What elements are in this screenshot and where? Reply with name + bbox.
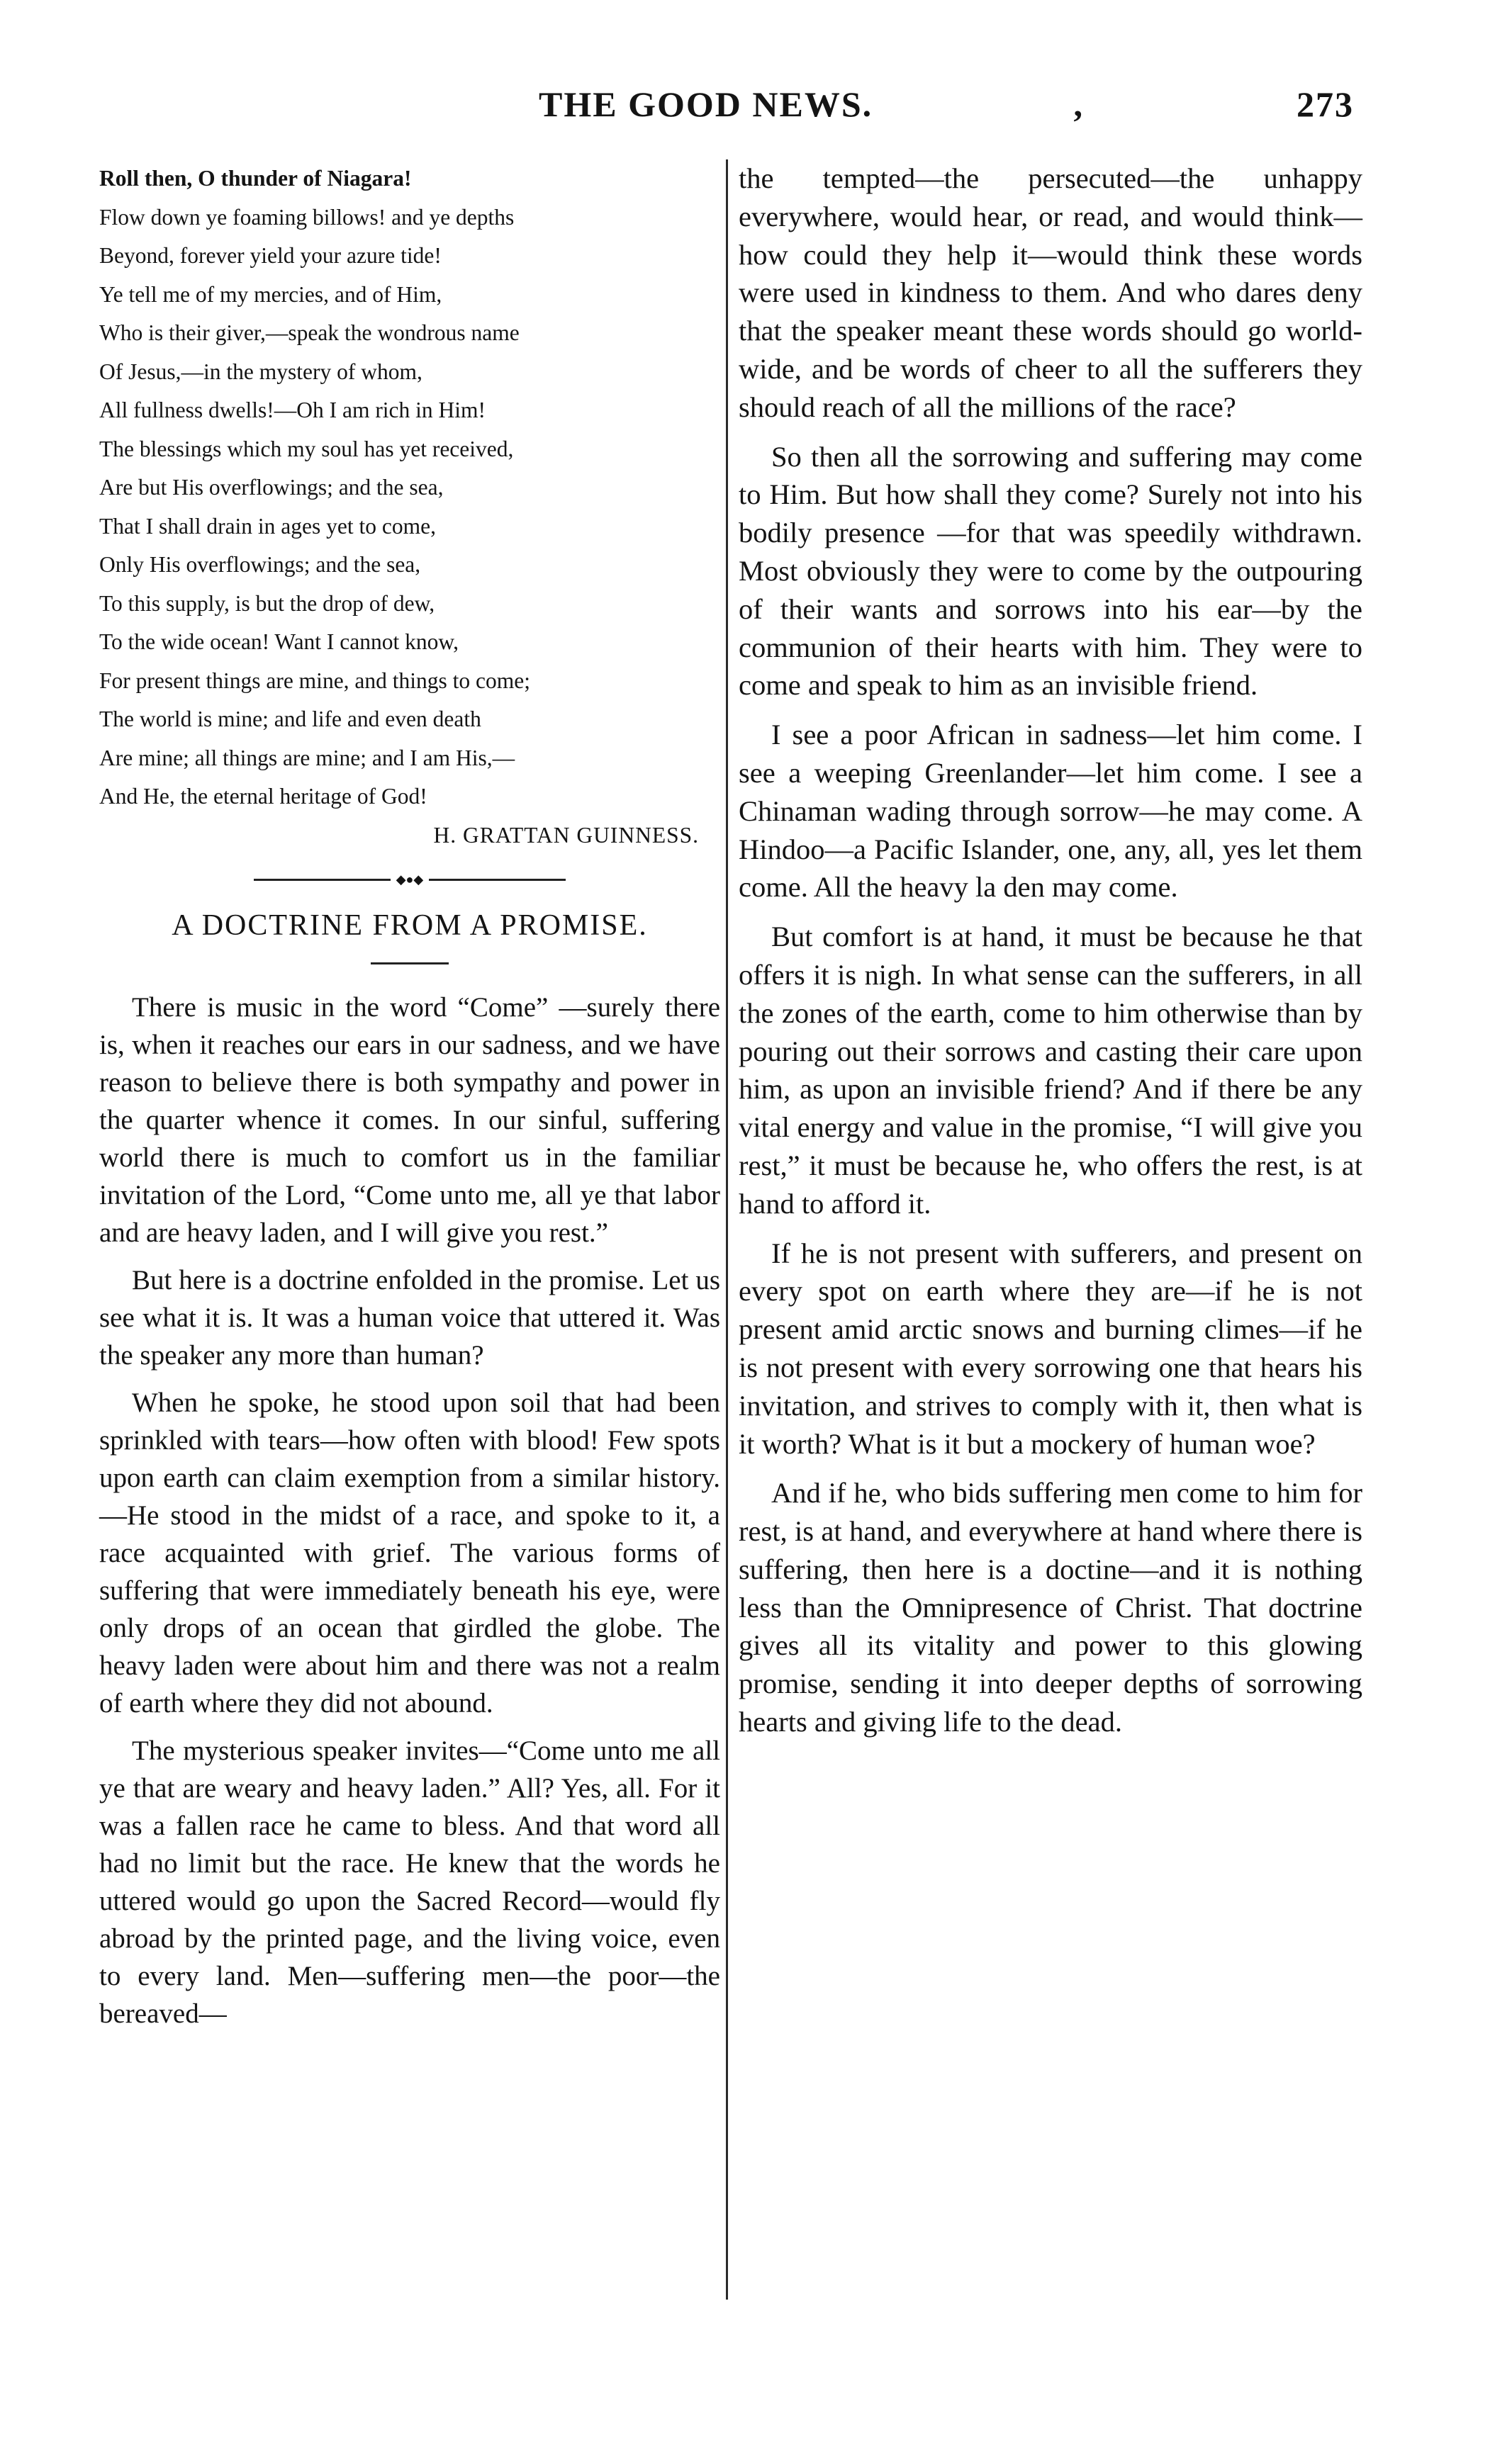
article-title: A DOCTRINE FROM A PROMISE.: [172, 909, 648, 942]
running-head: [539, 84, 1354, 140]
poem-line: Roll then, O thunder of Niagara!: [99, 166, 412, 191]
poem-line: To this supply, is but the drop of dew,: [99, 590, 435, 616]
title-rule: [371, 962, 449, 964]
poem-line: Of Jesus,—in the mystery of whom,: [99, 359, 422, 384]
poem-line: That I shall drain in ages yet to come,: [99, 513, 436, 539]
poem-line: And He, the eternal heritage of God!: [99, 784, 427, 809]
article-paragraph: If he is not present with sufferers, and present on every spot on earth where they are—if he is not present amid arctic snows and burning climes—if he is not present with every sorrowing one that hears his invitation, and strives to comply with it, then what is it worth? What is it but a mockery of human woe?: [739, 1237, 1362, 1460]
article-paragraph: I see a poor African in sadness—let him come. I see a weeping Greenlander—let him come. I see a Chinaman wading through sorrow—he may come. A Hindoo—a Pacific Islander, one, any, all, yes let them come. All the heavy la den may come.: [739, 719, 1362, 904]
poem-line: The world is mine; and life and even death: [99, 707, 481, 731]
page-number: [1074, 84, 1355, 125]
poem-line: For present things are mine, and things to come;: [99, 668, 531, 693]
poem-line: Who is their giver,—speak the wondrous name: [99, 320, 520, 345]
article-paragraph: When he spoke, he stood upon soil that had been sprinkled with tears—how often with blood! Few spots upon earth can claim exemption from a similar history.—He stood in the midst of a race, and spoke to it, a race acquainted with grief. The various forms of suffering that were immediately beneath his eye, were only drops of an ocean that girdled the globe. The heavy laden were about him and there was not a realm of earth where they did not abound.: [99, 1388, 720, 1718]
page-number-value: 273: [1297, 84, 1354, 124]
divider-ornament-icon: ◆●◆: [391, 873, 429, 886]
poem: [99, 159, 720, 855]
poem-line: The blessings which my soul has yet received,: [99, 436, 514, 461]
article-paragraph: So then all the sorrowing and suffering may come to Him. But how shall they come? Surely not into his bodily presence —for that was speedily withdrawn. Most obviously they were to come by the outpouring of their wants and sorrows into his ear—by the communion of their hearts with him. They were to come and speak to him as an invisible friend.: [739, 440, 1362, 702]
header-separator: ,: [1073, 84, 1084, 124]
section-divider: [254, 872, 566, 887]
column-rule: [726, 159, 728, 2300]
poem-line: Ye tell me of my mercies, and of Him,: [99, 281, 442, 307]
article-paragraph: There is music in the word “Come” —surely there is, when it reaches our ears in our sadness, and we have reason to believe there is both sympathy and power in the quarter whence it comes. In our sinful, suffering world there is much to comfort us in the familiar invitation of the Lord, “Come unto me, all ye that labor and are heavy laden, and I will give you rest.”: [99, 992, 720, 1248]
article-body-right: [739, 159, 1362, 1741]
article-paragraph: But here is a doctrine enfolded in the promise. Let us see what it is. It was a human voice that uttered it. Was the speaker any more than human?: [99, 1265, 720, 1371]
masthead-title: THE GOOD NEWS.: [539, 84, 873, 124]
poem-line: To the wide ocean! Want I cannot know,: [99, 629, 459, 654]
left-column: [99, 159, 720, 2042]
poem-line: Flow down ye foaming billows! and ye depths: [99, 204, 515, 230]
article-paragraph: the tempted—the persecuted—the unhappy everywhere, would hear, or read, and would think—how could they help it—would think these words were used in kindness to them. And who dares deny that the speaker meant these words should go world-wide, and be words of cheer to all the sufferers they should reach of all the millions of the race?: [739, 162, 1362, 423]
poem-line: Are mine; all things are mine; and I am His,—: [99, 745, 515, 770]
article-paragraph: The mysterious speaker invites—“Come unto me all ye that are weary and heavy laden.” All? Yes, all. For it was a fallen race he came to bless. And that word all had no limit but the race. He knew that the words he uttered would go upon the Sacred Record—would fly abroad by the printed page, and the living voice, even to every land. Men—suffering men—the poor—the bereaved—: [99, 1736, 720, 2029]
poem-signature: H. GRATTAN GUINNESS.: [433, 822, 699, 848]
poem-line: All fullness dwells!—Oh I am rich in Him!: [99, 398, 486, 422]
article-paragraph: But comfort is at hand, it must be because he that offers it is nigh. In what sense can the sufferers, in all the zones of the earth, come to him otherwise than by pouring out their sorrows and casting their care upon him, as upon an invisible friend? And if there be any vital energy and value in the promise, “I will give you rest,” it must be because he, who offers the rest, is at hand to afford it.: [739, 921, 1362, 1220]
poem-line: Are but His overflowings; and the sea,: [99, 475, 444, 500]
article-body-left: [99, 989, 720, 2032]
poem-line: Beyond, forever yield your azure tide!: [99, 243, 442, 268]
right-column: [739, 159, 1362, 1753]
poem-line: Only His overflowings; and the sea,: [99, 552, 421, 577]
article-paragraph: And if he, who bids suffering men come to him for rest, is at hand, and everywhere at hand where there is suffering, then here is a doctine—and it is nothing less than the Omnipresence of Christ. That doctrine gives all its vitality and power to this glowing promise, sending it into deeper depths of sorrowing hearts and giving life to the dead.: [739, 1477, 1362, 1738]
